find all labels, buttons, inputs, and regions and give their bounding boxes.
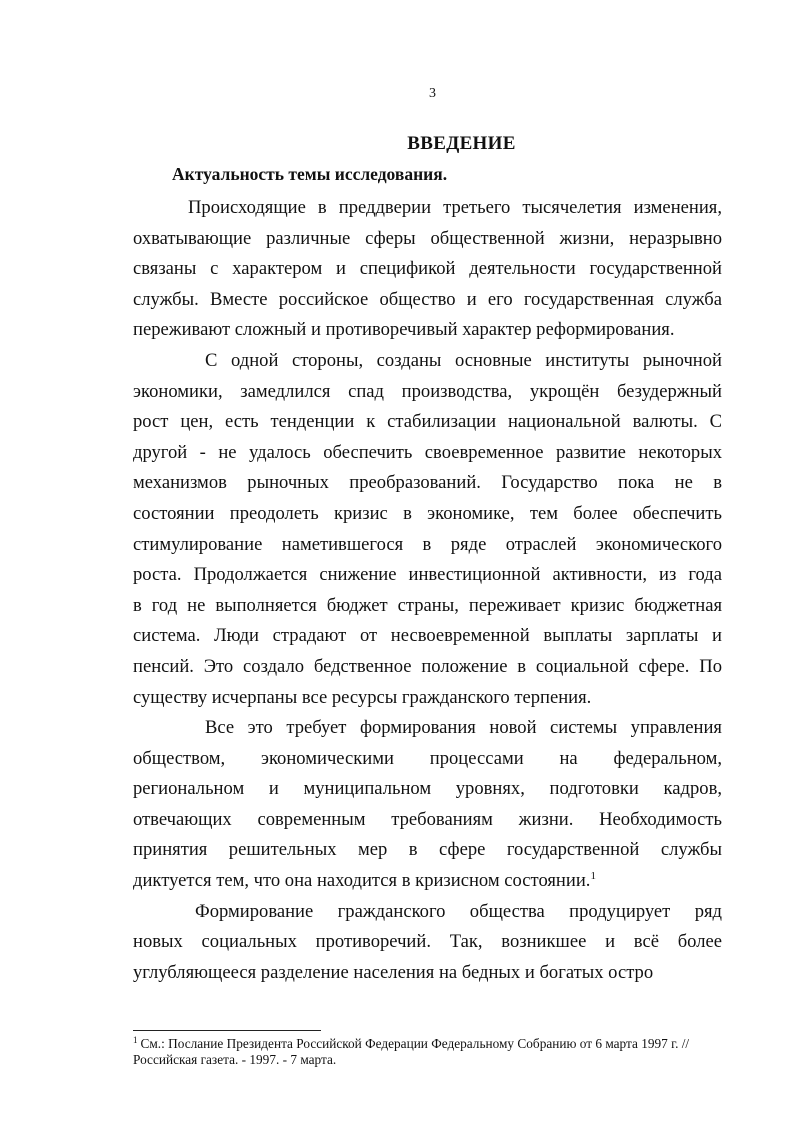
footnote-line-2: Российская газета. - 1997. - 7 марта. — [133, 1052, 337, 1067]
footnote — [133, 1036, 733, 1068]
text-line: рост цен, есть тенденции к стабилизации национальной валюты. С — [133, 411, 722, 433]
text-line: в год не выполняется бюджет страны, переживает кризис бюджетная — [133, 594, 722, 616]
body-text — [133, 193, 722, 988]
text-line: охватывающие различные сферы общественной жизни, неразрывно — [133, 227, 722, 249]
footnote-mark: 1 — [133, 1034, 138, 1045]
text-line: механизмов рыночных преобразований. Государство пока не в — [133, 472, 722, 494]
section-title: ВВЕДЕНИЕ — [407, 133, 516, 154]
text-line: С одной стороны, созданы основные институты рыночной — [205, 349, 722, 371]
footnote-line-1: $^1$ См.: Послание Президента Российской Федерации Федеральному Собранию от 6 марта 1997 г. // — [133, 1034, 690, 1051]
text-line: существу исчерпаны все ресурсы гражданского терпения. — [133, 686, 592, 708]
text-line: Происходящие в преддверии третьего тысячелетия изменения, — [188, 197, 722, 218]
text-line: обществом, экономическими процессами на федеральном, — [133, 747, 722, 769]
text-line: другой - не удалось обеспечить своевременное развитие некоторых — [133, 441, 722, 463]
page-number: 3 — [429, 86, 436, 101]
text-line: связаны с характером и спецификой деятельности государственной — [133, 258, 722, 280]
footnote-reference: 1 — [590, 869, 596, 882]
paragraph — [133, 193, 722, 346]
paragraph — [133, 897, 722, 989]
text-line: состоянии преодолеть кризис в экономике, тем более обеспечить — [133, 502, 722, 524]
text-line: пенсий. Это создало бедственное положение в социальной сфере. По — [133, 655, 722, 677]
footnote-divider — [133, 1030, 321, 1031]
text-line: экономики, замедлился спад производства, укрощён безудержный — [133, 380, 722, 402]
paragraph — [133, 713, 722, 897]
text-line: роста. Продолжается снижение инвестиционной активности, из года — [133, 564, 722, 586]
text-line: принятия решительных мер в сфере государственной службы — [133, 839, 722, 861]
section-subtitle: Актуальность темы исследования. — [172, 164, 448, 184]
text-line: отвечающих современным требованиям жизни. Необходимость — [133, 808, 722, 830]
text-line: стимулирование наметившегося в ряде отраслей экономического — [133, 533, 722, 555]
text-line: службы. Вместе российское общество и его государственная служба — [133, 288, 722, 310]
text-line: Формирование гражданского общества продуцирует ряд — [195, 900, 722, 922]
text-line: новых социальных противоречий. Так, возникшее и всё более — [133, 931, 722, 953]
text-line: диктуется тем, что она находится в кризисном состоянии.$^1$ — [133, 869, 596, 892]
text-line: переживают сложный и противоречивый характер реформирования. — [133, 319, 675, 341]
text-line: система. Люди страдают от несвоевременной выплаты зарплаты и — [133, 625, 722, 647]
text-line: углубляющееся разделение населения на бедных и богатых остро — [133, 961, 654, 983]
paragraph — [133, 346, 722, 713]
text-line: региональном и муниципальном уровнях, подготовки кадров, — [133, 778, 722, 800]
text-line: Все это требует формирования новой системы управления — [205, 717, 722, 739]
